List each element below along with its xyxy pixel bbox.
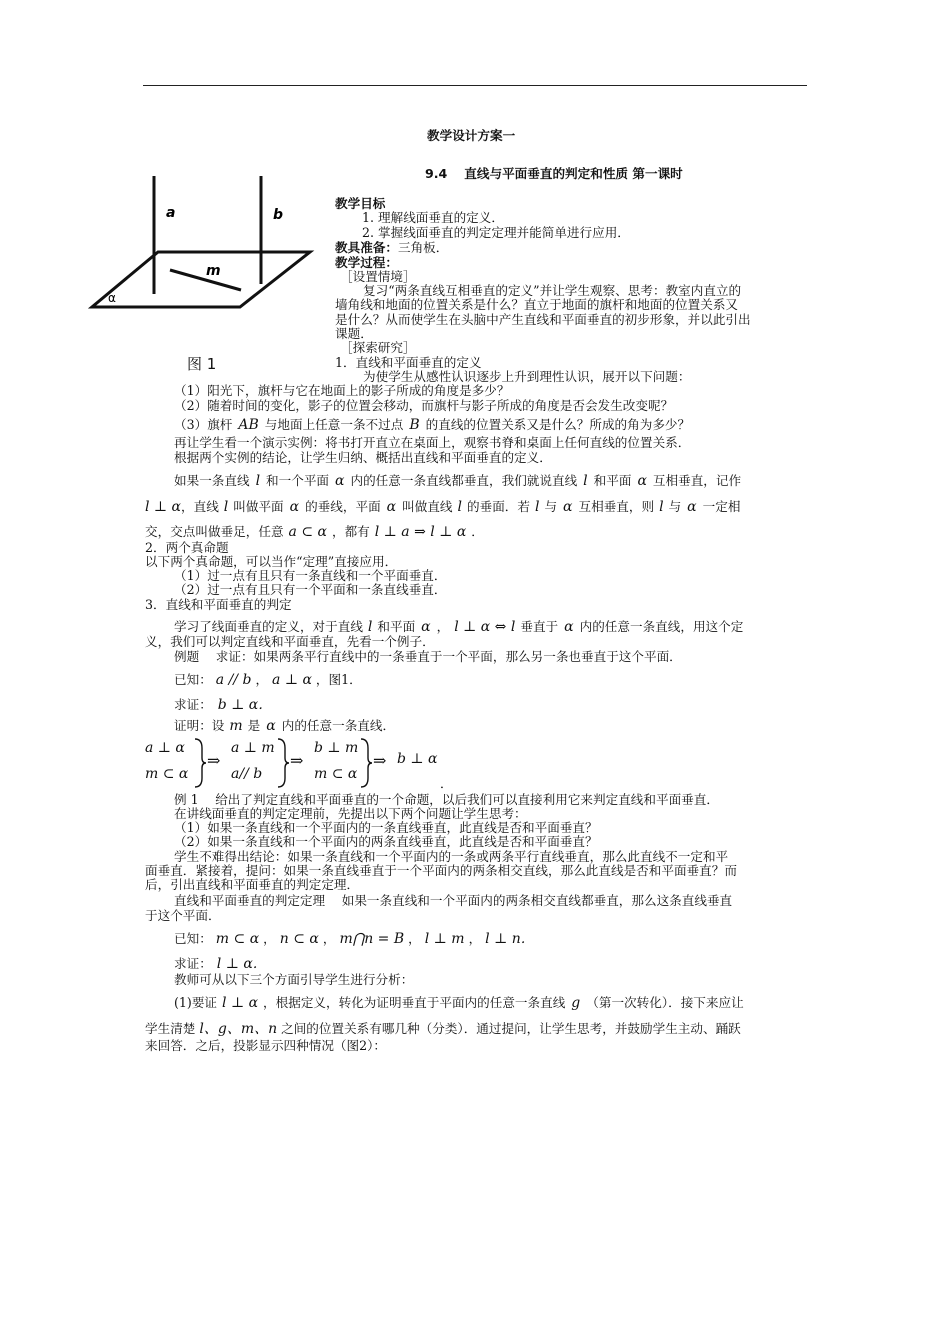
figure-1-caption: 图 1 xyxy=(187,355,217,373)
scene-line-4: 课题． xyxy=(335,326,373,341)
definition-line-2: l ⊥ α，直线 l 叫做平面 α 的垂线，平面 α 叫做直线 l 的垂面．若 l 与 α 互相垂直，则 l 与 α 一定相 xyxy=(145,499,741,515)
section-1-intro: 为使学生从感性认识逐步上升到理性认识，展开以下问题： xyxy=(363,369,691,384)
definition-line-1: 如果一条直线 l 和一个平面 α 内的任意一条直线都垂直，我们就说直线 l 和平面 α 互相垂直，记作 xyxy=(174,473,742,489)
scene-line-3: 是什么？从而使学生在头脑中产生直线和平面垂直的初步形象，并以此引出 xyxy=(335,312,751,327)
objective-1: 1. 理解线面垂直的定义． xyxy=(362,210,504,225)
section-3-title: 3．直线和平面垂直的判定 xyxy=(145,597,292,612)
chain-arrow-3: ⇒ xyxy=(373,751,387,770)
chain-brace-1 xyxy=(193,738,207,788)
chain-arrow-2: ⇒ xyxy=(290,751,304,770)
tools-value: 三角板． xyxy=(397,240,449,255)
definition-line-3: 交，交点叫做垂足，任意 a ⊂ α ，都有 l ⊥ a ⇒ l ⊥ α ． xyxy=(145,524,484,540)
label-m: m xyxy=(206,263,221,279)
step-1-line-1: (1)要证 l ⊥ α ，根据定义，转化为证明垂直于平面内的任意一条直线 g （第一次转化）．接下来应让 xyxy=(174,995,744,1011)
teacher-guidance: 教师可从以下三个方面引导学生进行分析： xyxy=(174,972,414,987)
scene-tag: ［设置情境］ xyxy=(340,269,416,284)
theorem-line-1: 直线和平面垂直的判定定理 如果一条直线和一个平面内的两条相交直线都垂直，那么这条直线垂直 xyxy=(174,893,733,908)
chain-result: b ⊥ α xyxy=(397,751,438,767)
figure-1-diagram xyxy=(88,172,328,317)
tools-label: 教具准备： xyxy=(335,240,398,255)
step-1-line-3: 来回答．之后，投影显示四种情况（图2）： xyxy=(145,1038,386,1053)
question-2: （2）随着时间的变化，影子的位置会移动，而旗杆与影子所成的角度是否会发生改变呢？ xyxy=(174,398,674,413)
section-2-item-1: （1）过一点有且只有一条直线和一个平面垂直． xyxy=(174,568,447,583)
theorem-prove: 求证： l ⊥ α． xyxy=(174,956,267,972)
scene-line-1: 复习“两条直线互相垂直的定义”并让学生观察、思考：教室内直立的 xyxy=(363,283,742,298)
chain-group-3: b ⊥ m m ⊂ α xyxy=(314,740,359,782)
section-3-line-1: 学习了线面垂直的定义，对于直线 l 和平面 α ， l ⊥ α ⇔ l 垂直于 α 内的任意一条直线，用这个定 xyxy=(174,619,744,635)
question-1: （1）阳光下，旗杆与它在地面上的影子所成的角度是多少？ xyxy=(174,383,510,398)
chain-arrow-1: ⇒ xyxy=(207,751,221,770)
chain-group-2: a ⊥ m a// b xyxy=(231,740,275,782)
section-2-intro: 以下两个真命题，可以当作“定理”直接应用． xyxy=(145,554,398,569)
chain-group-1: a ⊥ α m ⊂ α xyxy=(145,740,189,782)
step-1-line-2: 学生清楚 l、g、m、n 之间的位置关系有哪几种（分类）．通过提问，让学生思考，并鼓励学生主动、踊跃 xyxy=(145,1021,741,1037)
example-1-note: 例 1 给出了判定直线和平面垂直的一个命题，以后我们可以直接利用它来判定直线和平面垂直． xyxy=(174,792,719,807)
demo-line-1: 再让学生看一个演示实例：将书打开直立在桌面上，观察书脊和桌面上任何直线的位置关系． xyxy=(174,435,691,450)
label-alpha: α xyxy=(108,291,116,305)
chain-brace-2 xyxy=(276,738,290,788)
objective-2: 2. 掌握线面垂直的判定定理并能简单进行应用． xyxy=(362,225,630,240)
question-3: （3）旗杆 AB 与地面上任意一条不过点 B 的直线的位置关系又是什么？所成的角为多少？ xyxy=(174,417,691,433)
objectives-heading: 教学目标 xyxy=(335,196,386,211)
result-line-2: 面垂直．紧接着，提问：如果一条直线垂直于一个平面内的两条相交直线，那么此直线是否和平面垂直？而 xyxy=(145,863,737,878)
label-a: a xyxy=(166,205,176,221)
example-known: 已知： a // b ， a ⊥ α ，图1． xyxy=(174,672,362,688)
example-statement: 例题 求证：如果两条平行直线中的一条垂直于一个平面，那么另一条也垂直于这个平面． xyxy=(174,649,682,664)
theorem-line-2: 于这个平面． xyxy=(145,908,221,923)
chain-end: ． xyxy=(440,776,453,791)
scene-line-2: 墙角线和地面的位置关系是什么？直立于地面的旗杆和地面的位置关系又 xyxy=(335,297,738,312)
section-2-title: 2．两个真命题 xyxy=(145,540,229,555)
section-3-line-2: 义，我们可以判定直线和平面垂直，先看一个例子． xyxy=(145,634,435,649)
example-prove: 求证： b ⊥ α． xyxy=(174,697,273,713)
doc-title: 教学设计方案一 xyxy=(427,128,516,143)
section-1-title: 1．直线和平面垂直的定义 xyxy=(335,355,482,370)
chain-brace-3 xyxy=(359,738,373,788)
think-question-1: （1）如果一条直线和一个平面内的一条直线垂直，此直线是否和平面垂直？ xyxy=(174,820,598,835)
demo-line-2: 根据两个实例的结论，让学生归纳、概括出直线和平面垂直的定义． xyxy=(174,450,552,465)
example-proof: 证明：设 m 是 α 内的任意一条直线． xyxy=(174,718,396,734)
label-b: b xyxy=(273,207,284,223)
math-AB: AB xyxy=(238,417,259,433)
tools-line xyxy=(335,241,448,254)
section-2-item-2: （2）过一点有且只有一个平面和一条直线垂直． xyxy=(174,582,447,597)
think-question-2: （2）如果一条直线和一个平面内的两条直线垂直，此直线是否和平面垂直？ xyxy=(174,834,598,849)
result-line-1: 学生不难得出结论：如果一条直线和一个平面内的一条或两条平行直线垂直，那么此直线不一定和平 xyxy=(174,849,729,864)
explore-tag: ［探索研究］ xyxy=(340,340,416,355)
pre-theorem-intro: 在讲线面垂直的判定定理前，先提出以下两个问题让学生思考： xyxy=(174,806,527,821)
result-line-3: 后，引出直线和平面垂直的判定定理． xyxy=(145,877,360,892)
header-rule xyxy=(143,85,807,86)
theorem-known: 已知： m ⊂ α ， n ⊂ α ， m⋂n = B ， l ⊥ m ， l ⊥ n． xyxy=(174,931,535,947)
process-label: 教学过程： xyxy=(335,255,398,270)
math-B: B xyxy=(409,417,420,433)
lesson-title: 9.4 直线与平面垂直的判定和性质 第一课时 xyxy=(425,166,683,181)
